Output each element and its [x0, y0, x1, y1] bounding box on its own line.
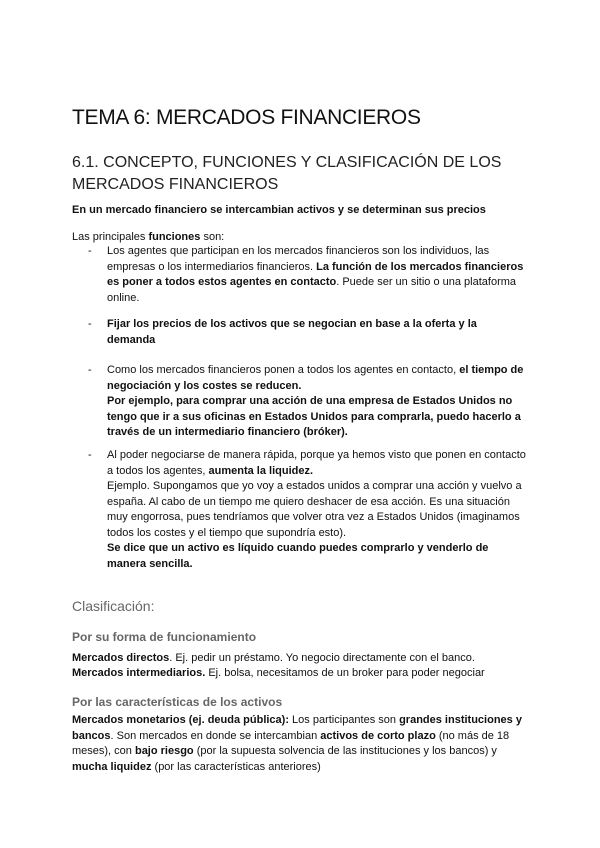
section-heading: 6.1. CONCEPTO, FUNCIONES Y CLASIFICACIÓN DE LOS MERCADOS FINANCIEROS: [72, 154, 502, 193]
functions-lead-bold: funciones: [148, 231, 201, 243]
paragraph-text-plain: . Son mercados en donde se intercambian: [110, 729, 321, 742]
bullet-example: Ejemplo. Supongamos que yo voy a estados unidos a comprar una acción y vuelvo a españa. Al cabo de un tiempo me quiero deshacer de esa acción. Es una situación muy engorrosa, pues tendríamos que volver otra vez a Estados Unidos (imaginamos todos los costes y el tiempo que supondría esto).: [107, 480, 522, 539]
money-markets-label: Mercados monetarios (ej. deuda pública):: [72, 714, 289, 726]
bullet-text: [107, 363, 527, 394]
document-title: TEMA 6: MERCADOS FINANCIEROS: [72, 106, 421, 129]
bullet-text-bold: el tiempo de negociación y los costes se reducen.: [107, 364, 524, 392]
paragraph-text-bold: activos de corto plazo: [320, 729, 436, 742]
list-item: [88, 244, 538, 306]
functions-lead-suffix: son:: [200, 231, 225, 243]
paragraph-text-plain: (por la supuesta solvencia de las instituciones y los bancos) y: [193, 745, 497, 757]
bullet-dash: -: [88, 318, 92, 330]
list-item: [88, 317, 538, 349]
bullet-text-plain: Como los mercados financieros ponen a todos los agentes en contacto,: [107, 364, 460, 376]
intermediate-markets-text: Ej. bolsa, necesitamos de un broker para poder negociar: [205, 667, 485, 679]
paragraph-text-bold: grandes instituciones y bancos: [72, 714, 522, 742]
classification-heading: Clasificación:: [72, 598, 155, 614]
paragraph-text-bold: mucha liquidez: [72, 760, 152, 773]
direct-markets-line: [72, 651, 475, 666]
bullet-text: [107, 244, 527, 306]
direct-markets-label: Mercados directos: [72, 652, 170, 664]
functions-lead: [72, 230, 224, 245]
functions-lead-prefix: Las principales: [72, 231, 149, 243]
paragraph-text-bold: bajo riesgo: [134, 745, 194, 757]
bullet-example-bold: Por ejemplo, para comprar una acción de una empresa de Estados Unidos no tengo que ir a sus oficinas en Estados Unidos para comprarla, puedo hacerlo a través de un intermediario financiero (bróker).: [107, 395, 521, 438]
bullet-text-plain: Los agentes que participan en los mercados financieros son los individuos, las empresas o los intermediarios financieros.: [107, 245, 490, 273]
paragraph-text-plain: (por las características anteriores): [151, 760, 321, 773]
intermediate-markets-line: [72, 666, 485, 681]
list-item: [88, 448, 538, 568]
money-markets-paragraph: [72, 713, 534, 775]
bullet-dash: -: [88, 449, 92, 461]
subheading-assets: Por las características de los activos: [72, 695, 283, 709]
intermediate-markets-label: Mercados intermediarios.: [72, 667, 206, 679]
bullet-dash: -: [88, 364, 92, 376]
subheading-operation: Por su forma de funcionamiento: [72, 630, 257, 644]
paragraph-text-plain: Los participantes son: [289, 714, 400, 726]
bullet-text-bold: aumenta la liquidez.: [208, 464, 314, 477]
list-item: [88, 363, 538, 438]
intro-statement: En un mercado financiero se intercambian activos y se determinan sus precios: [72, 204, 486, 216]
bullet-text-bold: Fijar los precios de los activos que se negocian en base a la oferta y la demanda: [107, 318, 477, 346]
bullet-conclusion-bold: Se dice que un activo es líquido cuando puedes comprarlo y venderlo de manera sencilla.: [107, 542, 489, 570]
bullet-text: [107, 448, 527, 479]
bullet-text-plain: Al poder negociarse de manera rápida, porque ya hemos visto que ponen en contacto a todos los agentes,: [107, 449, 526, 477]
paragraph-text-plain: (no más de 18 meses), con: [72, 729, 510, 757]
direct-markets-text: . Ej. pedir un préstamo. Yo negocio directamente con el banco.: [169, 652, 475, 664]
bullet-text-plain: . Puede ser un sitio o una plataforma online.: [107, 276, 517, 304]
bullet-text-bold: La función de los mercados financieros es poner a todos estos agentes en contacto: [107, 260, 524, 288]
bullet-dash: -: [88, 245, 92, 257]
